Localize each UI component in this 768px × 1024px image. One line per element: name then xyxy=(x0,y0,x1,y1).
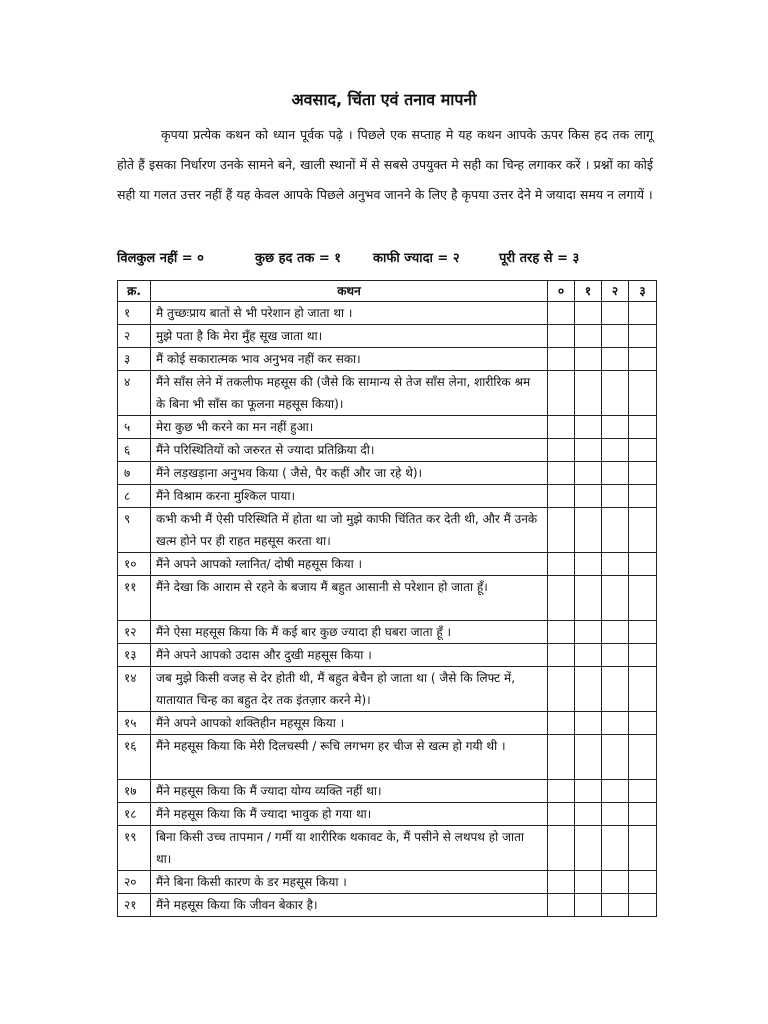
table-row xyxy=(118,302,657,325)
response-cell-2[interactable] xyxy=(602,644,629,667)
item-statement: मैंने महसूस किया कि जीवन बेकार है। xyxy=(151,894,548,917)
item-statement: मैंने महसूस किया कि मैं ज्यादा योग्य व्यक्ति नहीं था। xyxy=(151,780,548,803)
response-cell-3[interactable] xyxy=(629,348,657,371)
response-cell-2[interactable] xyxy=(602,439,629,462)
table-row xyxy=(118,462,657,485)
response-cell-2[interactable] xyxy=(602,348,629,371)
table-row xyxy=(118,735,657,780)
item-statement: मैंने लड़खड़ाना अनुभव किया ( जैसे, पैर कहीं और जा रहे थे)। xyxy=(151,462,548,485)
item-statement: मेरा कुछ भी करने का मन नहीं हुआ। xyxy=(151,416,548,439)
page-title: अवसाद, चिंता एवं तनाव मापनी xyxy=(291,90,477,109)
item-number: ९ xyxy=(118,508,151,553)
questionnaire-table xyxy=(117,280,657,917)
item-number: १ xyxy=(118,302,151,325)
response-cell-2[interactable] xyxy=(602,462,629,485)
scale-label-2: काफी ज्यादा = २ xyxy=(373,251,460,266)
item-number: १२ xyxy=(118,621,151,644)
item-statement: मै तुच्छःप्राय बातों से भी परेशान हो जाता था । xyxy=(151,302,548,325)
response-cell-2[interactable] xyxy=(602,735,629,780)
item-statement: मुझे पता है कि मेरा मुँह सूख जाता था। xyxy=(151,325,548,348)
response-cell-1[interactable] xyxy=(575,871,602,894)
response-cell-0[interactable] xyxy=(548,325,575,348)
scale-label-0: विलकुल नहीं = ० xyxy=(117,251,204,266)
response-cell-2[interactable] xyxy=(602,371,629,416)
response-cell-2[interactable] xyxy=(602,667,629,712)
item-statement: मैंने परिस्थितियों को जरुरत से ज्यादा प्रतिक्रिया दी। xyxy=(151,439,548,462)
response-cell-1[interactable] xyxy=(575,735,602,780)
response-cell-2[interactable] xyxy=(602,553,629,576)
response-cell-3[interactable] xyxy=(629,325,657,348)
response-cell-0[interactable] xyxy=(548,894,575,917)
column-header-option-1: १ xyxy=(575,281,602,302)
response-cell-0[interactable] xyxy=(548,508,575,553)
table-row xyxy=(118,325,657,348)
response-cell-3[interactable] xyxy=(629,667,657,712)
item-statement: मैंने अपने आपको शक्तिहीन महसूस किया । xyxy=(151,712,548,735)
item-number: १० xyxy=(118,553,151,576)
response-cell-1[interactable] xyxy=(575,508,602,553)
item-statement: मैंने अपने आपको उदास और दुखी महसूस किया । xyxy=(151,644,548,667)
response-cell-0[interactable] xyxy=(548,371,575,416)
response-cell-2[interactable] xyxy=(602,621,629,644)
table-row xyxy=(118,621,657,644)
item-number: १५ xyxy=(118,712,151,735)
response-cell-1[interactable] xyxy=(575,780,602,803)
response-cell-0[interactable] xyxy=(548,462,575,485)
item-number: ३ xyxy=(118,348,151,371)
table-row xyxy=(118,803,657,826)
response-cell-1[interactable] xyxy=(575,621,602,644)
item-number: ८ xyxy=(118,485,151,508)
response-cell-3[interactable] xyxy=(629,712,657,735)
table-row xyxy=(118,826,657,871)
item-statement: जब मुझे किसी वजह से देर होती थी, मैं बहुत बेचैन हो जाता था ( जैसे कि लिफ्ट में, यातायात चिन्ह का बहुत देर तक इंतज़ार करने मे)। xyxy=(151,667,548,712)
response-cell-2[interactable] xyxy=(602,894,629,917)
response-cell-1[interactable] xyxy=(575,302,602,325)
item-number: ७ xyxy=(118,462,151,485)
response-cell-1[interactable] xyxy=(575,348,602,371)
item-number: १३ xyxy=(118,644,151,667)
response-cell-3[interactable] xyxy=(629,302,657,325)
table-row xyxy=(118,780,657,803)
response-cell-1[interactable] xyxy=(575,826,602,871)
response-cell-0[interactable] xyxy=(548,485,575,508)
response-cell-3[interactable] xyxy=(629,553,657,576)
table-row xyxy=(118,712,657,735)
table-row xyxy=(118,371,657,416)
response-cell-3[interactable] xyxy=(629,462,657,485)
item-number: २१ xyxy=(118,894,151,917)
response-cell-2[interactable] xyxy=(602,416,629,439)
response-cell-3[interactable] xyxy=(629,894,657,917)
response-cell-1[interactable] xyxy=(575,553,602,576)
item-number: ११ xyxy=(118,576,151,621)
item-statement: मैंने बिना किसी कारण के डर महसूस किया । xyxy=(151,871,548,894)
item-statement: कभी कभी मैं ऐसी परिस्थिति में होता था जो मुझे काफी चिंतित कर देती थी, और मैं उनके खत्म होने पर ही राहत महसूस करता था। xyxy=(151,508,548,553)
response-cell-3[interactable] xyxy=(629,826,657,871)
response-cell-3[interactable] xyxy=(629,780,657,803)
response-cell-2[interactable] xyxy=(602,826,629,871)
response-cell-1[interactable] xyxy=(575,416,602,439)
item-statement: मैंने देखा कि आराम से रहने के बजाय मैं बहुत आसानी से परेशान हो जाता हूँ। xyxy=(151,576,548,621)
item-number: १६ xyxy=(118,735,151,780)
response-cell-0[interactable] xyxy=(548,416,575,439)
table-row xyxy=(118,439,657,462)
response-cell-3[interactable] xyxy=(629,644,657,667)
table-row xyxy=(118,871,657,894)
table-row xyxy=(118,508,657,553)
scale-label-3: पूरी तरह से = ३ xyxy=(499,251,580,266)
item-number: २० xyxy=(118,871,151,894)
response-cell-2[interactable] xyxy=(602,780,629,803)
table-row xyxy=(118,576,657,621)
response-cell-1[interactable] xyxy=(575,371,602,416)
response-cell-2[interactable] xyxy=(602,871,629,894)
response-cell-0[interactable] xyxy=(548,644,575,667)
column-header-option-0: ० xyxy=(548,281,575,302)
response-cell-1[interactable] xyxy=(575,644,602,667)
response-cell-1[interactable] xyxy=(575,485,602,508)
response-cell-1[interactable] xyxy=(575,803,602,826)
response-cell-0[interactable] xyxy=(548,780,575,803)
response-cell-3[interactable] xyxy=(629,439,657,462)
item-statement: मैंने साँस लेने में तकलीफ महसूस की (जैसे कि सामान्य से तेज साँस लेना, शारीरिक श्रम के बिना भी साँस का फूलना महसूस किया)। xyxy=(151,371,548,416)
column-header-option-3: ३ xyxy=(629,281,657,302)
response-cell-0[interactable] xyxy=(548,735,575,780)
response-cell-2[interactable] xyxy=(602,302,629,325)
response-cell-3[interactable] xyxy=(629,621,657,644)
response-cell-2[interactable] xyxy=(602,485,629,508)
table-row xyxy=(118,667,657,712)
table-row xyxy=(118,894,657,917)
response-cell-0[interactable] xyxy=(548,803,575,826)
response-cell-2[interactable] xyxy=(602,712,629,735)
response-cell-0[interactable] xyxy=(548,302,575,325)
response-cell-1[interactable] xyxy=(575,325,602,348)
table-row xyxy=(118,416,657,439)
item-statement: मैंने अपने आपको ग्लानित/ दोषी महसूस किया । xyxy=(151,553,548,576)
item-statement: मैंने महसूस किया कि मेरी दिलचस्पी / रूचि लगभग हर चीज से खत्म हो गयी थी । xyxy=(151,735,548,780)
table-row xyxy=(118,485,657,508)
response-cell-0[interactable] xyxy=(548,553,575,576)
response-cell-3[interactable] xyxy=(629,371,657,416)
table-row xyxy=(118,644,657,667)
item-number: ५ xyxy=(118,416,151,439)
response-cell-2[interactable] xyxy=(602,803,629,826)
item-statement: मैंने महसूस किया कि मैं ज्यादा भावुक हो गया था। xyxy=(151,803,548,826)
response-cell-0[interactable] xyxy=(548,348,575,371)
scale-label-1: कुछ हद तक = १ xyxy=(255,251,342,266)
response-cell-3[interactable] xyxy=(629,416,657,439)
response-cell-2[interactable] xyxy=(602,325,629,348)
response-cell-0[interactable] xyxy=(548,439,575,462)
response-cell-0[interactable] xyxy=(548,667,575,712)
item-number: १८ xyxy=(118,803,151,826)
column-header-number: क्र. xyxy=(118,281,151,302)
item-number: २ xyxy=(118,325,151,348)
item-number: ४ xyxy=(118,371,151,416)
instructions-paragraph: कृपया प्रत्येक कथन को ध्यान पूर्वक पढ़े । पिछले एक सप्ताह मे यह कथन आपके ऊपर किस हद तक लागू होते हैं इसका निर्धारण उनके सामने बने, खाली स्थानों में से सबसे उपयुक्त मे सही का चिन्ह लगाकर करें । प्रश्नों का कोई सही या गलत उत्तर नहीं हैं यह केवल आपके पिछले अनुभव जानने के लिए है कृपया उत्तर देने मे जयादा समय न लगायें । xyxy=(117,127,653,202)
item-statement: मैंने ऐसा महसूस किया कि मैं कई बार कुछ ज्यादा ही घबरा जाता हूँ । xyxy=(151,621,548,644)
response-cell-0[interactable] xyxy=(548,621,575,644)
response-cell-3[interactable] xyxy=(629,508,657,553)
column-header-option-2: २ xyxy=(602,281,629,302)
response-cell-1[interactable] xyxy=(575,712,602,735)
response-cell-3[interactable] xyxy=(629,576,657,621)
response-cell-3[interactable] xyxy=(629,803,657,826)
column-header-statement: कथन xyxy=(151,281,548,302)
response-cell-1[interactable] xyxy=(575,576,602,621)
item-statement: मैंने विश्राम करना मुश्किल पाया। xyxy=(151,485,548,508)
response-cell-0[interactable] xyxy=(548,712,575,735)
item-number: १४ xyxy=(118,667,151,712)
item-number: १७ xyxy=(118,780,151,803)
response-cell-2[interactable] xyxy=(602,508,629,553)
response-cell-0[interactable] xyxy=(548,826,575,871)
response-cell-3[interactable] xyxy=(629,735,657,780)
questionnaire-body xyxy=(118,302,657,917)
item-statement: मैं कोई सकारात्मक भाव अनुभव नहीं कर सका। xyxy=(151,348,548,371)
response-cell-1[interactable] xyxy=(575,462,602,485)
table-row xyxy=(118,348,657,371)
response-cell-0[interactable] xyxy=(548,576,575,621)
response-cell-3[interactable] xyxy=(629,485,657,508)
response-cell-1[interactable] xyxy=(575,667,602,712)
response-cell-1[interactable] xyxy=(575,894,602,917)
response-cell-3[interactable] xyxy=(629,871,657,894)
item-number: ६ xyxy=(118,439,151,462)
response-cell-1[interactable] xyxy=(575,439,602,462)
table-row xyxy=(118,553,657,576)
response-cell-0[interactable] xyxy=(548,871,575,894)
table-header-row xyxy=(118,281,657,302)
item-number: १९ xyxy=(118,826,151,871)
response-cell-2[interactable] xyxy=(602,576,629,621)
item-statement: बिना किसी उच्च तापमान / गर्मी या शारीरिक थकावट के, मैं पसीने से लथपथ हो जाता था। xyxy=(151,826,548,871)
